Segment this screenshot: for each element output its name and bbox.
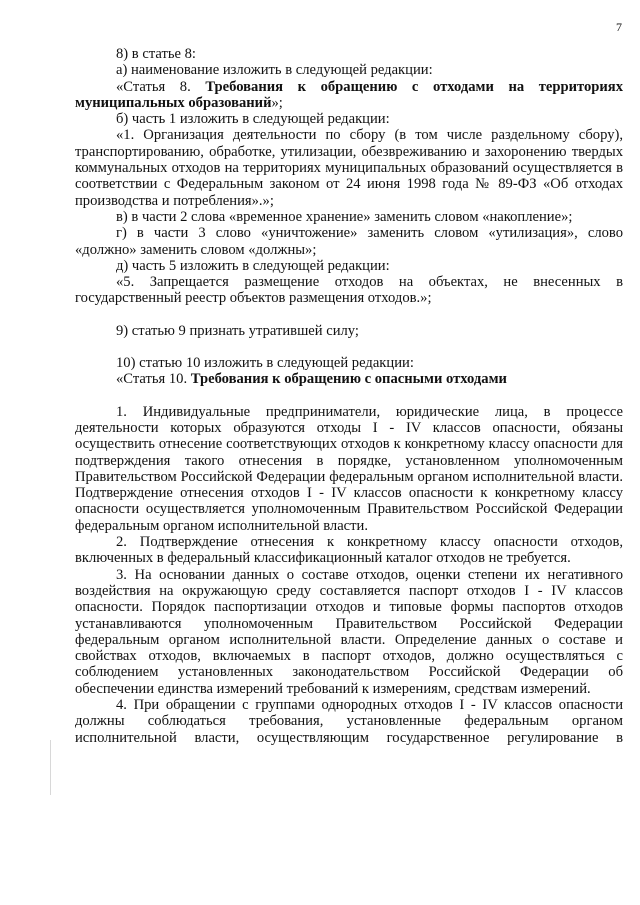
scan-artifact-line [50,740,51,795]
article-8-title-bold: Требования к обращению с отходами на территориях муниципальных образований [75,78,624,111]
document-body [75,46,623,746]
article-10-part-4: 4. При обращении с группами однородных отходов I - IV классов опасности должны соблюдаться требования, установленные федеральным органом исполнительной власти, осуществляющим государственное регулирование в [75,696,623,746]
item-8a: а) наименование изложить в следующей редакции: [116,62,433,79]
article-8-title-suffix: »; [271,94,283,111]
article-10-part-1: 1. Индивидуальные предприниматели, юридические лица, в процессе деятельности которых образуются отходы I - IV классов опасности, обязаны осуществить отнесение соответствующих отходов к конкретному классу опасности для подтверждения такого отнесения в порядке, установленном уполномоченным Правительством Российской Федерации федеральным органом исполнительной власти. Подтверждение отнесения отходов I - IV классов опасности к конкретному классу опасности осуществляется уполномоченным Правительством Российской Федерации федеральным органом исполнительной власти. [75,403,623,534]
item-8-intro: 8) в статье 8: [116,46,196,62]
item-8d: д) часть 5 изложить в следующей редакции: [116,257,390,274]
item-8d-text: «5. Запрещается размещение отходов на объектах, не внесенных в государственный реестр объектов размещения отходов.»; [75,274,623,307]
article-10-title-prefix: «Статья 10. [116,371,188,388]
item-8g: г) в части 3 слово «уничтожение» заменить словом «утилизация», слово «должно» заменить словом «должны»; [75,225,623,258]
article-8-title [75,79,623,112]
spacer [75,307,623,323]
article-10-title [75,371,623,387]
article-8-title-prefix: «Статья 8. [116,78,191,95]
spacer [75,388,623,404]
article-10-part-3: 3. На основании данных о составе отходов, оценки степени их негативного воздействия на окружающую среду составляется паспорт отходов I - IV классов опасности. Порядок паспортизации отходов и типовые формы паспортов отходов устанавливаются уполномоченным Правительством Российской Федерации федеральным органом исполнительной власти. Определение данных о составе и свойствах отходов, включаемых в паспорт отходов, должно осуществляться с соблюдением установленных законодательством Российской Федерации об обеспечении единства измерений требований к измерениям, средствам измерений. [75,566,623,697]
item-8b: б) часть 1 изложить в следующей редакции: [116,111,390,128]
spacer [75,339,623,355]
item-8v: в) в части 2 слова «временное хранение» заменить словом «накопление»; [116,208,573,225]
item-9: 9) статью 9 признать утратившей силу; [116,322,359,339]
item-8b-text: «1. Организация деятельности по сбору (в том числе раздельному сбору), транспортированию, обработке, утилизации, обезвреживанию и захоронению твердых коммунальных отходов на территориях муниципальных образований осуществляется в соответствии с Федеральным законом от 24 июня 1998 года № 89-ФЗ «Об отходах производства и потребления».»; [75,127,623,209]
article-10-part-2: 2. Подтверждение отнесения к конкретному классу опасности отходов, включенных в федеральный классификационный каталог отходов не требуется. [75,534,623,567]
page-number: 7 [616,20,622,34]
item-10: 10) статью 10 изложить в следующей редакции: [116,355,414,372]
article-10-title-bold: Требования к обращению с опасными отходами [190,371,507,388]
